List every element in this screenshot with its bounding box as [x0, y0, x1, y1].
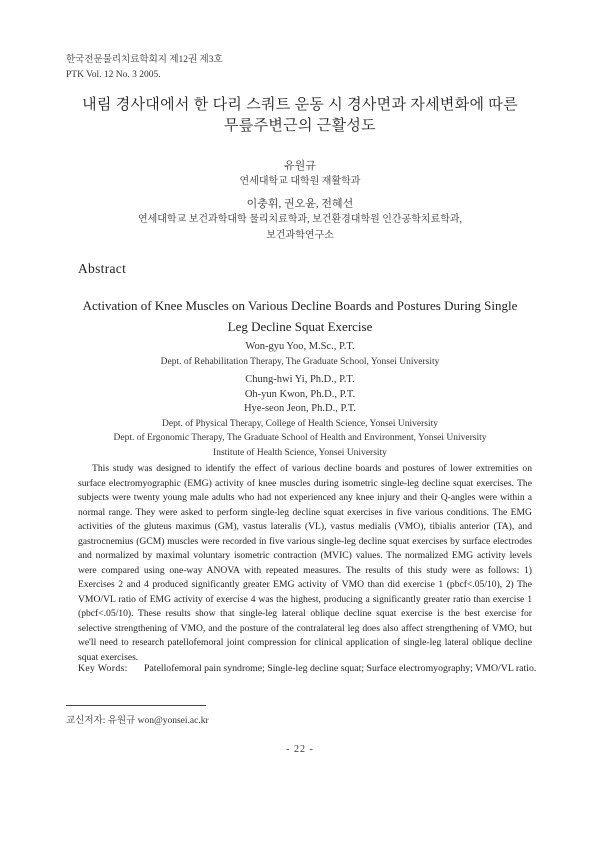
- abstract-body: This study was designed to identify the effect of various decline boards and postures of lower extremities on surface electromyographic (EMG) activity of knee muscles during isometric single-leg decline squat exercises. The subjects were twenty young male adults who had not experienced any knee injury and their Q-angles were within a normal range. They were asked to perform single-leg decline squat exercises in five various conditions. The EMG activities of the gluteus maximus (GM), vastus lateralis (VL), vastus medialis (VMO), tibialis anterior (TA), and gastrocnemius (GCM) muscles were recorded in five various single-leg decline squat exercises by surface electrodes and normalized by maximal voluntary isometric contraction (MVIC) values. The normalized EMG activity levels were compared using one-way ANOVA with repeated measures. The results of this study were as follows: 1) Exercises 2 and 4 produced significantly greater EMG activity of VMO than did exercise 1 (pbcf<.05/10), 2) The VMO/VL ratio of EMG activity of exercise 4 was the highest, producing a significantly greater ratio than exercise 1 (pbcf<.05/10). These results show that single-leg lateral oblique decline squat exercise is the best exercise for selective strengthening of VMO, and the posture of the contralateral leg does also affect strengthening of VMO, but we'll need to research patellofemoral joint compression for clinical application of single-leg lateral oblique decline squat exercises.: [78, 463, 532, 663]
- english-title: [40, 295, 560, 337]
- korean-affiliation-2: 연세대학교 보건과학대학 물리치료학과, 보건환경대학원 인간공학치료학과,: [137, 214, 463, 225]
- korean-affiliation-3: 보건과학연구소: [266, 230, 334, 241]
- journal-header: [66, 53, 223, 83]
- korean-title-line2: 무릎주변근의 근활성도: [224, 118, 376, 134]
- english-affiliation-4: Institute of Health Science, Yonsei University: [213, 447, 387, 458]
- english-affiliation-2: Dept. of Physical Therapy, College of Health Science, Yonsei University: [162, 418, 438, 429]
- korean-author-1: 유원규: [284, 160, 316, 172]
- english-author-1: Won-gyu Yoo, M.Sc., P.T.: [245, 341, 355, 352]
- english-author-2: Chung-hwi Yi, Ph.D., P.T.: [245, 374, 355, 385]
- keywords-value: Patellofemoral pain syndrome; Single-leg decline squat; Surface electromyography; VMO/VL ratio.: [144, 663, 537, 674]
- english-title-line1: Activation of Knee Muscles on Various Decline Boards and Postures During Single: [82, 298, 518, 313]
- english-author-3: Oh-yun Kwon, Ph.D., P.T.: [244, 388, 356, 400]
- korean-authors: [40, 158, 560, 244]
- correspondence-note: 교신저자: 유원규 won@yonsei.ac.kr: [66, 716, 209, 726]
- page-number: - 22 -: [286, 744, 314, 755]
- footnote-divider: [66, 705, 206, 706]
- english-affiliation-1: Dept. of Rehabilitation Therapy, The Graduate School, Yonsei University: [160, 356, 440, 367]
- korean-title: [40, 95, 560, 137]
- english-affiliation-3: Dept. of Ergonomic Therapy, The Graduate School of Health and Environment, Yonsei University: [113, 433, 487, 443]
- keywords-label: Key Words:: [78, 663, 128, 674]
- journal-volume: PTK Vol. 12 No. 3 2005.: [66, 70, 161, 80]
- english-author-4: Hye-seon Jeon, Ph.D., P.T.: [243, 403, 357, 414]
- journal-name: 한국전문물리치료학회지 제12권 제3호: [66, 55, 223, 65]
- abstract-heading: Abstract: [78, 261, 127, 276]
- english-authors: [40, 340, 560, 460]
- korean-affiliation-1: 연세대학교 대학원 재활학과: [239, 176, 361, 187]
- korean-authors-2: 이충휘, 권오윤, 전혜선: [246, 198, 354, 210]
- korean-title-line1: 내림 경사대에서 한 다리 스쿼트 운동 시 경사면과 자세변화에 따른: [82, 97, 518, 113]
- keywords: [78, 662, 538, 677]
- english-title-line2: Leg Decline Squat Exercise: [227, 319, 373, 334]
